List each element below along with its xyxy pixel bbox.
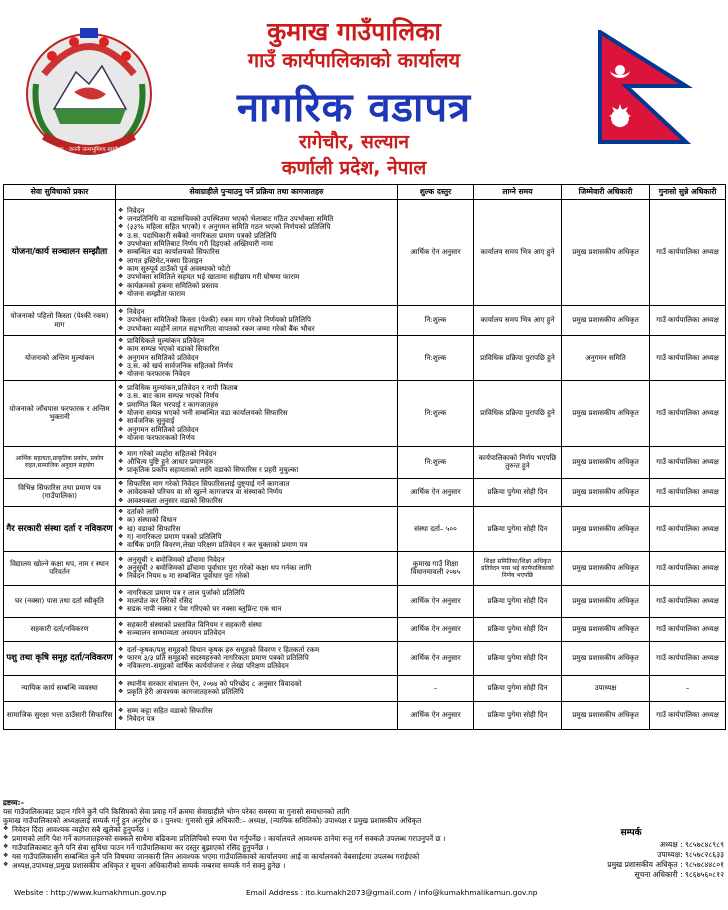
requirement-item: ❖ मालपोत कर तिरेको रसिद (118, 597, 395, 605)
requirement-item: ❖ उ.स. को खर्च सार्वजनिक सहितको निर्णय (118, 362, 395, 370)
requirement-item: ❖ (३३% महिला सहित भएको) र अनुगमन समिति गठन भएको निर्णयको प्रतिलिपि (118, 223, 395, 231)
requirements-list (118, 207, 395, 299)
requirement-item: ❖ दर्ताको लागि (118, 508, 395, 516)
requirement-item: ❖ स्थानीय सरकार संचालन ऐन, २०७४ को परिच्छेद ८ अनुसार विवादको (118, 680, 395, 688)
fee-cell: नि:शुल्क (398, 446, 474, 478)
table-row (4, 701, 726, 729)
requirement-item: ❖ सञ्चालन सम्भाव्यता अध्ययन प्रतिवेदन (118, 629, 395, 637)
requirement-item: ❖ योजना फरफारकको निर्णय (118, 434, 395, 442)
service-cell: गैर सरकारी संस्था दर्ता र नविकरण (4, 506, 116, 551)
table-row (4, 478, 726, 506)
grievance-cell: गाउँ कार्यपालिका अध्यक्ष (650, 551, 726, 585)
requirement-item: ❖ उपभोक्ता व्यहोर्ने लागत सहभागिता वापतको रकम जम्मा गरेको बैंक भौचर (118, 325, 395, 333)
requirements-list (118, 308, 395, 333)
officer-cell: प्रमुख प्रशासकीय अधिकृत (562, 446, 650, 478)
table-row (4, 617, 726, 641)
grievance-cell: – (650, 675, 726, 701)
requirement-item: ❖ प्राविधिकले मुल्यांकन प्रतिवेदन (118, 337, 395, 345)
requirement-item: ❖ नागरिकता प्रमाण पत्र र लाल पुर्जाको प्रतिलिपि (118, 589, 395, 597)
officer-cell: प्रमुख प्रशासकीय अधिकृत (562, 701, 650, 729)
time-cell: कार्यालय समय भित्र आए हुने (474, 200, 562, 306)
requirement-item: ❖ निवेदन नियम ७ मा सम्बन्धित पूर्वाधार पुरा गरेको (118, 572, 395, 580)
table-header-row (4, 185, 726, 200)
process-cell (116, 675, 398, 701)
requirement-item: ❖ प्राविधिक मुल्यांकन,प्रतिवेदन र नापी किताब (118, 384, 395, 392)
grievance-cell: गाउँ कार्यपालिका अध्यक्ष (650, 380, 726, 446)
requirement-item: ❖ अनुगमन समितिको प्रतिवेदन (118, 426, 395, 434)
service-cell: सहकारी दर्ता/नविकरण (4, 617, 116, 641)
officer-cell: प्रमुख प्रशासकीय अधिकृत (562, 585, 650, 617)
grievance-cell: गाउँ कार्यपालिका अध्यक्ष (650, 641, 726, 675)
province-line: कर्णाली प्रदेश, नेपाल (281, 157, 427, 179)
table-row (4, 446, 726, 478)
requirement-item: ❖ अनुसूची १ बमोजिमको ढाँचामा निवेदन (118, 556, 395, 564)
requirements-list (118, 556, 395, 581)
process-cell (116, 306, 398, 336)
grievance-cell: गाउँ कार्यपालिका अध्यक्ष (650, 585, 726, 617)
requirement-item: ❖ माग गरेको व्यहोरा सहितको निवेदन (118, 450, 395, 458)
process-cell (116, 641, 398, 675)
address-line: रागेचौर, सल्यान (299, 131, 409, 153)
contact-block (564, 828, 724, 879)
time-cell: प्रक्रिया पुगेमा सोही दिन (474, 506, 562, 551)
table-row (4, 380, 726, 446)
requirement-item: ❖ सार्वजनिक सुनुवाई (118, 417, 395, 425)
time-cell: प्रक्रिया पुगेमा सोही दिन (474, 675, 562, 701)
header (0, 0, 728, 182)
requirement-item: ❖ अनुगमन समितिको प्रतिवेदन (118, 354, 395, 362)
requirement-item: ❖ दर्ता-कृषक/पशु समूहको विधान कृषक हरु समूहको विवरण र हितकर्ता रकम (118, 646, 395, 654)
requirement-item: ❖ उपभोक्ता समितिले सहमत भई खातामा सहीछाप गरी घोषणा फाराम (118, 273, 395, 281)
requirement-item: ❖ योजना सम्पन्न भएको भनी सम्बन्धित वडा कार्यालयको सिफारिस (118, 409, 395, 417)
service-cell: योजना/कार्य सञ्चालन सम्झौता (4, 200, 116, 306)
page-title: नागरिक वडापत्र (236, 85, 472, 131)
service-cell: योजनाको अन्तिम मुल्यांकन (4, 336, 116, 381)
col-header-time: लाग्ने समय (474, 185, 562, 200)
fee-cell: आर्थिक ऐन अनुसार (398, 641, 474, 675)
service-cell: योजनाको जाँचपास फरफारक र अन्तिम भुक्तानी (4, 380, 116, 446)
requirements-list (118, 337, 395, 379)
requirement-item: ❖ जनप्रतिनिधि वा वडासचिवको उपस्थितमा भएको भेलाबाट गठित उपभोक्ता समिति (118, 215, 395, 223)
process-cell (116, 380, 398, 446)
time-cell: प्रक्रिया पुगेमा सोही दिन (474, 641, 562, 675)
officer-cell: प्रमुख प्रशासकीय अधिकृत (562, 200, 650, 306)
requirements-list (118, 680, 395, 697)
officer-cell: अनुगमन समिति (562, 336, 650, 381)
time-cell: प्रक्रिया पुगेमा सोही दिन (474, 617, 562, 641)
note-line: यस गाउँपालिकाबाट प्रदान गरिने कुनै पनि किसिमको सेवा प्रवाह गर्ने क्रममा सेवाग्राहीले भोग्न परेका समस्या वा गुनासो समाधानको लागि (3, 807, 350, 816)
note-bullet: ❖ अध्यक्ष,उपाध्यक्ष,प्रमुख प्रशासकीय अधिकृत र सूचना अधिकारीको सम्पर्क नम्बरमा सम्पर्क गर्न सक्नु हुनेछ । (3, 861, 725, 870)
grievance-cell: गाउँ कार्यपालिका अध्यक्ष (650, 336, 726, 381)
requirement-item: ❖ सम्बन्धित वडा कार्यालयको सिफारिस (118, 248, 395, 256)
note-bullet: ❖ निवेदन दिंदा आवश्यक व्यहोरा सबै खुलेको हुनुपर्नेछ । (3, 825, 725, 834)
time-cell: प्राविधिक प्रक्रिया पुरापछि हुने (474, 380, 562, 446)
requirements-list (118, 707, 395, 724)
process-cell (116, 446, 398, 478)
requirements-list (118, 621, 395, 638)
requirement-item: ❖ उ.स. पदाधिकारी सबैको नागरिकता प्रमाण पत्रको प्रतिलिपि (118, 232, 395, 240)
officer-cell: उपाध्यक्ष (562, 675, 650, 701)
requirement-item: ❖ फारम ३/३ प्रति समूहको सदस्यहरुको नागरिकता प्रमाण पत्रको प्रतिलिपि (118, 654, 395, 662)
col-header-grievance: गुनासो सुन्ने अधिकारी (650, 185, 726, 200)
requirement-item: ❖ ग) नागरिकता प्रमाण पत्रको प्रतिलिपि (118, 533, 395, 541)
requirement-item: ❖ क) संस्थाको विधान (118, 516, 395, 524)
service-cell: पशु तथा कृषि समूह दर्ता/नविकरण (4, 641, 116, 675)
col-header-fee: शुल्क दस्तुर (398, 185, 474, 200)
officer-cell: प्रमुख प्रशासकीय अधिकृत (562, 380, 650, 446)
officer-cell: प्रमुख प्रशासकीय अधिकृत (562, 478, 650, 506)
officer-cell: प्रमुख प्रशासकीय अधिकृत (562, 551, 650, 585)
grievance-cell: गाउँ कार्यपालिका अध्यक्ष (650, 478, 726, 506)
website-line (14, 888, 538, 897)
col-header-process: सेवाग्राहीले पुऱ्याउनु पर्ने प्रक्रिया तथा कागजातहरु (116, 185, 398, 200)
requirement-item: ❖ उपभोक्ता समितिबाट निर्णय गरी दिइएको अख्तियारी नामा (118, 240, 395, 248)
table-row (4, 641, 726, 675)
requirement-item: ❖ आवश्यकता अनुसार वडाको सिफारिस (118, 497, 395, 505)
process-cell (116, 478, 398, 506)
emblem-motto: नेपाल सरकार · जननी जन्मभूमिश्च स्वर्गादपि गरीयसी (36, 147, 142, 153)
note-label: द्रष्टव्य:– (3, 798, 25, 807)
email-link[interactable]: Email Address : ito.kumakh2073@gmail.com / info@kumakhmalikamun.gov.np (246, 888, 538, 897)
service-cell: घर (नक्सा) पास तथा दर्ता स्वीकृति (4, 585, 116, 617)
note-bullet: ❖ यस गाउँपालिकासँग सम्बन्धित कुनै पनि विषयमा जानकारी लिन आवश्यक भएमा गाउँपालिकाको कार्यालयमा आई वा कार्यालयको वेबसाईटमा उपलब्ध गराईएको (3, 852, 725, 861)
officer-cell: प्रमुख प्रशासकीय अधिकृत (562, 506, 650, 551)
fee-cell: नि:शुल्क (398, 306, 474, 336)
contact-info-officer: सूचना अधिकारी : ९८६७५६०८१२ (634, 869, 724, 879)
requirement-item: ❖ अनुसूची २ बमोजिमको ढाँचामा पूर्वाधार पुरा गरेको कक्षा थप गर्नका लागि (118, 564, 395, 572)
process-cell (116, 336, 398, 381)
time-cell: प्रक्रिया पुगेमा सोही दिन (474, 701, 562, 729)
process-cell (116, 617, 398, 641)
requirements-list (118, 508, 395, 550)
requirements-list (118, 450, 395, 475)
officer-cell: प्रमुख प्रशासकीय अधिकृत (562, 306, 650, 336)
time-cell: प्रक्रिया पुगेमा सोही दिन (474, 585, 562, 617)
process-cell (116, 551, 398, 585)
requirements-list (118, 646, 395, 671)
process-cell (116, 701, 398, 729)
contact-vice-chairperson: उपाध्यक्ष: ९८५७८२८६३३ (657, 849, 724, 859)
fee-cell: कुमाख गाउँ शिक्षा विधानमावली २०७५ (398, 551, 474, 585)
table-row (4, 336, 726, 381)
requirement-item: ❖ प्रकृति हेरी आवश्यक कागजातहरुको प्रतिलिपि (118, 688, 395, 696)
requirement-item: ❖ कार्यक्रमको हकमा समितिको प्रस्ताव (118, 282, 395, 290)
municipality-name: कुमाख गाउँपालिका (267, 17, 441, 46)
time-cell: प्रक्रिया पुगेमा सोही दिन (474, 478, 562, 506)
fee-cell: नि:शुल्क (398, 336, 474, 381)
requirement-item: ❖ निवेदन पत्र (118, 715, 395, 723)
table-row (4, 506, 726, 551)
requirement-item: ❖ आवेदकको परिचय वा सो खुल्ने कागजपत्र वा संस्थाको निर्णय (118, 488, 395, 496)
contact-cao: प्रमुख प्रशासकीय अधिकृत : ९८५७८४४८०१ (607, 859, 724, 869)
requirement-item: ❖ सम्म कट्टा सहित वडाको सिफारिस (118, 707, 395, 715)
grievance-cell: गाउँ कार्यपालिका अध्यक्ष (650, 701, 726, 729)
officer-cell: प्रमुख प्रशासकीय अधिकृत (562, 641, 650, 675)
grievance-cell: गाउँ कार्यपालिका अध्यक्ष (650, 306, 726, 336)
requirement-item: ❖ ख) वडाको सिफारिस (118, 525, 395, 533)
service-cell: विभिन्न सिफारिस तथा प्रमाण पत्र (गाउँपालिका) (4, 478, 116, 506)
process-cell (116, 200, 398, 306)
contact-chairperson: अध्यक्ष : ९८५७८४८९८९ (659, 839, 724, 849)
service-cell: विद्यालय खोल्ने कक्षा थप, नाम र स्थान परिवर्तन (4, 551, 116, 585)
process-cell (116, 585, 398, 617)
requirement-item: ❖ वार्षिक प्रगति विवरण,लेखा परिक्षण प्रतिवेदन र कर चुक्ताको प्रमाण पत्र (118, 541, 395, 549)
requirements-list (118, 589, 395, 614)
requirement-item: ❖ उपभोक्ता समितिको किस्ता (पेश्की) रकम माग गरेको निर्णयको प्रतिलिपि (118, 316, 395, 324)
requirement-item: ❖ निवेदन (118, 207, 395, 215)
service-cell: न्यायिक कार्य सम्बन्धि व्यवस्था (4, 675, 116, 701)
requirement-item: ❖ काम सम्पन्न भएको वडाको सिफारिस (118, 345, 395, 353)
contact-title: सम्पर्क (620, 828, 642, 838)
requirement-item: ❖ काम सुरुपूर्व ठाउँको पूर्व अवस्थाको फोटो (118, 265, 395, 273)
requirement-item: ❖ निवेदन (118, 308, 395, 316)
col-header-officer: जिम्मेवारी अधिकारी (562, 185, 650, 200)
fee-cell: आर्थिक ऐन अनुसार (398, 200, 474, 306)
requirements-list (118, 480, 395, 505)
fee-cell: संस्था दर्ता– ५०० (398, 506, 474, 551)
requirement-item: ❖ सडक नापी नक्सा र पेश गरिएको घर नक्सा ब्लुप्रिन्ट एक थान (118, 605, 395, 613)
service-cell: योजनाको पहिलो किस्ता (पेश्की रकम) माग (4, 306, 116, 336)
requirement-item: ❖ औचित्य पुष्टि हुने आधार प्रमाणहरु (118, 458, 395, 466)
requirement-item: ❖ प्रमाणित बिल भरपाई र कागजातहरु (118, 401, 395, 409)
grievance-cell: गाउँ कार्यपालिका अध्यक्ष (650, 617, 726, 641)
note-line: कुमाख गाउँपालिकाको अध्यक्षलाई सम्पर्क गर्नु हुन अनुरोध छ । पुनश्च: गुनासो सुन्ने अधिकारी:– अध्यक्ष, (न्यायिक समितिको) उपाध्यक्ष र प्रमुख प्रशासकीय अधिकृत (3, 816, 422, 825)
officer-cell: प्रमुख प्रशासकीय अधिकृत (562, 617, 650, 641)
fee-cell: आर्थिक ऐन अनुसार (398, 617, 474, 641)
requirement-item: ❖ योजना फरफारक निवेदन (118, 370, 395, 378)
requirement-item: ❖ सहकारी संस्थाको प्रस्तावित विनियम र सहकारी संस्था (118, 621, 395, 629)
table-row (4, 306, 726, 336)
citizen-charter-table (3, 184, 726, 730)
fee-cell: आर्थिक ऐन अनुसार (398, 478, 474, 506)
fee-cell: आर्थिक ऐन अनुसार (398, 701, 474, 729)
time-cell: कार्यपालिकाको निर्णय भएपछि तुरुन्त हुने (474, 446, 562, 478)
requirement-item: ❖ योजना सम्झौता फाराम (118, 290, 395, 298)
requirements-list (118, 384, 395, 443)
website-link[interactable]: Website : http://www.kumakhmun.gov.np (14, 888, 167, 897)
nepal-flag-icon (596, 30, 694, 146)
grievance-cell: गाउँ कार्यपालिका अध्यक्ष (650, 506, 726, 551)
process-cell (116, 506, 398, 551)
requirement-item: ❖ नविकरण–समूहको वार्षिक कार्ययोजना र लेखा परिक्षण प्रतिवेदन (118, 662, 395, 670)
col-header-service: सेवा सुविधाको प्रकार (4, 185, 116, 200)
time-cell: शिक्षा समितिका/शिक्षा अधिकृत प्रतिवेदन पास भई कार्यपालिकाको निर्णय भएपछि (474, 551, 562, 585)
fee-cell: – (398, 675, 474, 701)
table-row (4, 675, 726, 701)
office-name: गाउँ कार्यपालिकाको कार्यालय (247, 48, 461, 72)
requirement-item: ❖ लागत इस्टिमेट,नक्सा डिजाइन (118, 257, 395, 265)
requirement-item: ❖ उ.स. बाट काम सम्पन्न भएको निर्णय (118, 392, 395, 400)
table-row (4, 200, 726, 306)
requirement-item: ❖ प्राकृतिक प्रकोप सहायताको लागि वडाको सिफारिस र प्रहरी मुचुल्का (118, 466, 395, 474)
table-row (4, 585, 726, 617)
table-row (4, 551, 726, 585)
time-cell: कार्यालय समय भित्र आए हुने (474, 306, 562, 336)
service-cell: सामाजिक सुरक्षा भत्ता ठाउँसारी सिफारिस (4, 701, 116, 729)
grievance-cell: गाउँ कार्यपालिका अध्यक्ष (650, 446, 726, 478)
note-bullet: ❖ गाउँपालिकाबाट कुनै पनि सेवा सुविधा पाउन गर्ने गाउँपालिकामा कर दस्तुर बुझाएको रसिद हुनुपर्नेछ । (3, 843, 725, 852)
note-bullet: ❖ प्रमाणको लागि पेश गर्ने कागजातहरुको सक्कलै साथैमा बढिकमा प्रतिलिपिको रुपमा पेश गर्नुपर्नेछ । कार्यालयले आवश्यक ठानेमा रुजु गर्न सक्कलै उपलब्ध गराउनुपर्ने छ । (3, 834, 725, 843)
requirement-item: ❖ सिफारिस माग गरेको निवेदन सिफारिसलाई पुष्ट्याई गर्ने कागजात (118, 480, 395, 488)
fee-cell: नि:शुल्क (398, 380, 474, 446)
fee-cell: आर्थिक ऐन अनुसार (398, 585, 474, 617)
grievance-cell: गाउँ कार्यपालिका अध्यक्ष (650, 200, 726, 306)
time-cell: प्राविधिक प्रक्रिया पुरापछि हुने (474, 336, 562, 381)
service-cell: आर्थिक सहायता,प्राकृतिक प्रकोप, प्रकोप राहत,सामाजिक अनुदान सहयोग (4, 446, 116, 478)
